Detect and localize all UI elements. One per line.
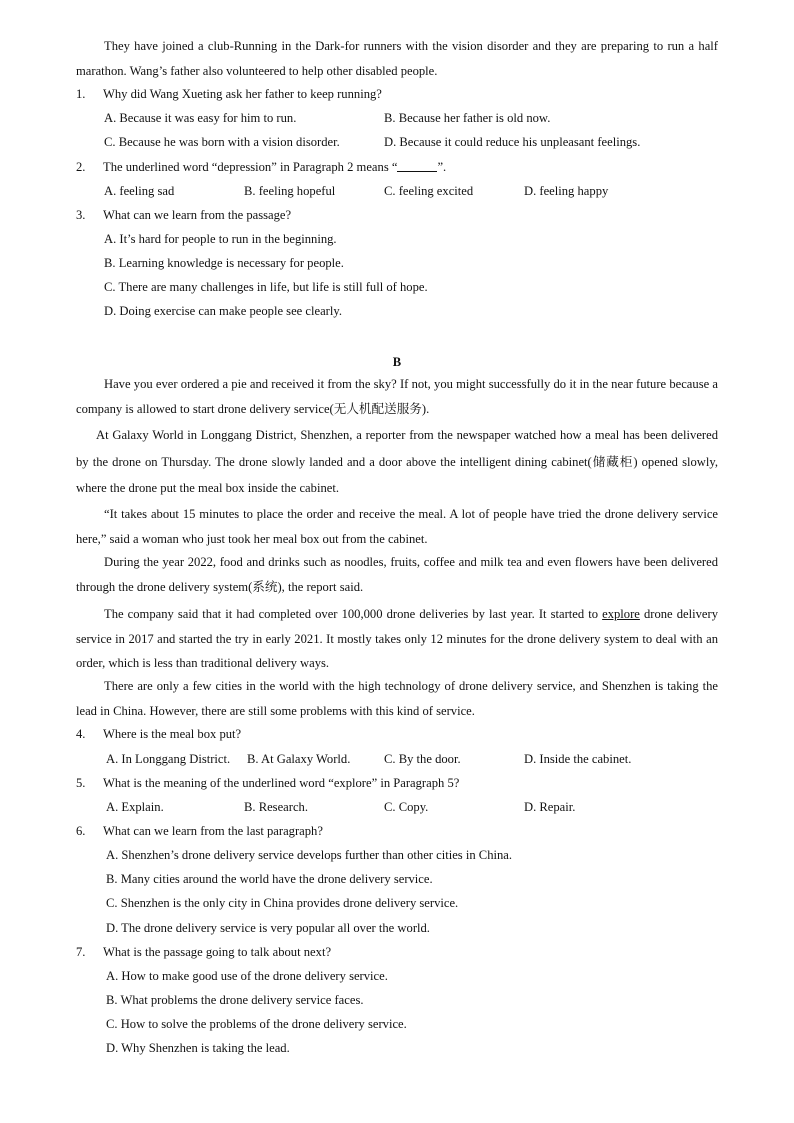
question-number: 5. [76, 776, 86, 790]
option-4a: A. In Longgang District. [106, 752, 231, 766]
option-5a: A. Explain. [106, 800, 164, 814]
passage-b-paragraph-2: At Galaxy World in Longgang District, Shenzhen, a reporter from the newspaper watched how a meal has been delivered by the drone on Thursday. The drone slowly landed and a door above the intelligent dining cabinet(储藏柜) opened slowly, where the drone put the meal box inside the cabinet. [76, 428, 718, 495]
underlined-word-explore: explore [602, 607, 640, 621]
question-text: What is the passage going to talk about next? [103, 945, 332, 959]
option-6c: C. Shenzhen is the only city in China provides drone delivery service. [106, 896, 459, 910]
question-text: What is the meaning of the underlined word “explore” in Paragraph 5? [103, 776, 460, 790]
question-5 [76, 771, 459, 795]
question-text: The underlined word “depression” in Paragraph 2 means “ [103, 160, 398, 174]
question-number: 2. [76, 160, 86, 174]
passage-b-paragraph-4: During the year 2022, food and drinks such as noodles, fruits, coffee and milk tea and even flowers have been delivered through the drone delivery system(系统), the report said. [76, 555, 718, 594]
option-7d: D. Why Shenzhen is taking the lead. [106, 1041, 290, 1055]
question-6 [76, 819, 323, 843]
paragraph-5-end: drone delivery service in 2017 and started the try in early 2021. It mostly takes only 12 minutes for the drone delivery system to deal with an order, which is less than traditional delivery ways. [76, 607, 718, 670]
option-5d: D. Repair. [524, 800, 576, 814]
option-3b: B. Learning knowledge is necessary for people. [104, 256, 344, 270]
option-2b: B. feeling hopeful [244, 184, 336, 198]
paragraph-5-start: The company said that it had completed over 100,000 drone deliveries by last year. It started to [104, 607, 603, 621]
option-7a: A. How to make good use of the drone delivery service. [106, 969, 388, 983]
passage-b-paragraph-5 [76, 602, 718, 676]
question-text: What can we learn from the passage? [103, 208, 292, 222]
option-4b: B. At Galaxy World. [247, 752, 351, 766]
option-1a: A. Because it was easy for him to run. [104, 111, 297, 125]
question-1 [76, 82, 382, 106]
option-7c: C. How to solve the problems of the drone delivery service. [106, 1017, 407, 1031]
option-2c: C. feeling excited [384, 184, 474, 198]
passage-b-paragraph-3: “It takes about 15 minutes to place the order and receive the meal. A lot of people have tried the drone delivery service here,” said a woman who just took her meal box out from the cabinet. [76, 507, 718, 546]
section-b-heading: B [392, 355, 402, 369]
option-2d: D. feeling happy [524, 184, 609, 198]
question-number: 4. [76, 727, 86, 741]
question-text: Where is the meal box put? [103, 727, 242, 741]
question-number: 7. [76, 945, 86, 959]
question-number: 6. [76, 824, 86, 838]
option-4c: C. By the door. [384, 752, 461, 766]
option-4d: D. Inside the cabinet. [524, 752, 632, 766]
passage-b-paragraph-1: Have you ever ordered a pie and received it from the sky? If not, you might successfully do it in the near future because a company is allowed to start drone delivery service(无人机配送服务). [76, 377, 718, 416]
option-2a: A. feeling sad [104, 184, 175, 198]
option-3a: A. It’s hard for people to run in the beginning. [104, 232, 337, 246]
question-4 [76, 722, 241, 746]
option-3d: D. Doing exercise can make people see clearly. [104, 304, 343, 318]
question-text: What can we learn from the last paragraph? [103, 824, 323, 838]
question-3 [76, 203, 291, 227]
option-6d: D. The drone delivery service is very popular all over the world. [106, 921, 430, 935]
option-1c: C. Because he was born with a vision disorder. [104, 135, 340, 149]
question-7 [76, 940, 331, 964]
question-text: Why did Wang Xueting ask her father to keep running? [103, 87, 382, 101]
option-6b: B. Many cities around the world have the drone delivery service. [106, 872, 433, 886]
question-number: 1. [76, 87, 86, 101]
passage-b-paragraph-6: There are only a few cities in the world with the high technology of drone delivery service, and Shenzhen is taking the lead in China. However, there are still some problems with this kind of service. [76, 679, 718, 718]
option-5b: B. Research. [244, 800, 308, 814]
answer-blank [397, 159, 437, 172]
option-1b: B. Because her father is old now. [384, 111, 551, 125]
option-7b: B. What problems the drone delivery service faces. [106, 993, 364, 1007]
option-1d: D. Because it could reduce his unpleasant feelings. [384, 135, 641, 149]
question-number: 3. [76, 208, 86, 222]
option-5c: C. Copy. [384, 800, 429, 814]
passage-a-paragraph: They have joined a club-Running in the Dark-for runners with the vision disorder and they are preparing to run a half marathon. Wang’s father also volunteered to help other disabled people. [76, 39, 718, 78]
question-text-end: ”. [437, 160, 447, 174]
option-3c: C. There are many challenges in life, but life is still full of hope. [104, 280, 428, 294]
question-2 [76, 155, 446, 179]
option-6a: A. Shenzhen’s drone delivery service develops further than other cities in China. [106, 848, 513, 862]
